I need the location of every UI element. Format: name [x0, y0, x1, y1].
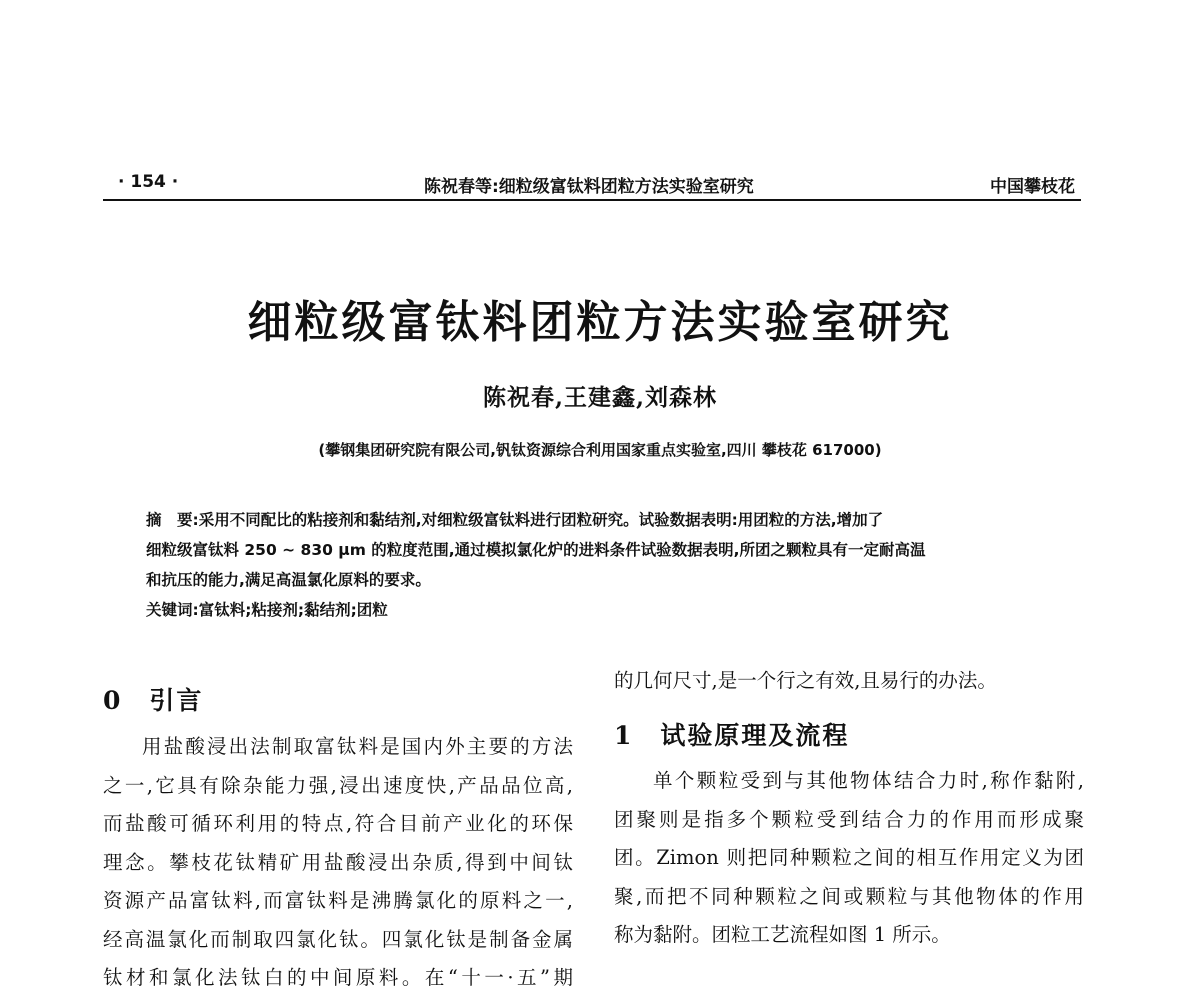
page-number: · 154 ·	[118, 172, 179, 192]
section-0-heading: 0 引言	[103, 686, 204, 715]
affiliation: (攀钢集团研究院有限公司,钒钛资源综合利用国家重点实验室,四川 攀枝花 617000)	[318, 441, 882, 459]
body-line: 团聚则是指多个颗粒受到结合力的作用而形成聚	[614, 807, 1084, 831]
body-line: 经高温氯化而制取四氯化钛。四氯化钛是制备金属	[103, 927, 573, 951]
body-line: 钛材和氯化法钛白的中间原料。在“十一·五”期	[103, 966, 573, 989]
body-line: 称为黏附。团粒工艺流程如图 1 所示。	[614, 923, 951, 946]
paper-authors: 陈祝春,王建鑫,刘森林	[482, 384, 717, 411]
body-line: 的几何尺寸,是一个行之有效,且易行的办法。	[614, 669, 997, 692]
abstract	[146, 505, 1046, 625]
body-line: 用盐酸浸出法制取富钛料是国内外主要的方法	[142, 735, 573, 758]
running-title: 陈祝春等:细粒级富钛料团粒方法实验室研究	[424, 177, 754, 197]
journal-name: 中国攀枝花	[990, 177, 1075, 197]
keywords-label: 关键词:	[146, 601, 199, 619]
abstract-line-3: 和抗压的能力,满足高温氯化原料的要求。	[146, 571, 431, 589]
header-rule	[103, 199, 1081, 201]
keywords-text: 富钛料;粘接剂;黏结剂;团粒	[198, 601, 388, 619]
body-line: 聚,而把不同种颗粒之间或颗粒与其他物体的作用	[614, 884, 1084, 908]
abstract-line-1	[146, 505, 1046, 535]
keywords	[146, 595, 1046, 625]
body-line: 而盐酸可循环利用的特点,符合目前产业化的环保	[103, 812, 573, 835]
body-line: 团。Zimon 则把同种颗粒之间的相互作用定义为团	[614, 846, 1084, 869]
right-column-body	[614, 762, 1084, 955]
abstract-text: 采用不同配比的粘接剂和黏结剂,对细粒级富钛料进行团粒研究。试验数据表明:用团粒的方法,增加了	[198, 511, 884, 529]
section-1-heading: 1 试验原理及流程	[614, 721, 850, 750]
body-line: 之一,它具有除杂能力强,浸出速度快,产品品位高,	[103, 773, 573, 797]
body-line: 单个颗粒受到与其他物体结合力时,称作黏附,	[653, 769, 1084, 792]
abstract-label: 摘 要:	[146, 511, 199, 529]
right-column-continuation	[614, 662, 1084, 701]
abstract-line-2: 细粒级富钛料 250 ~ 830 μm 的粒度范围,通过模拟氯化炉的进料条件试验数据表明,所团之颗粒具有一定耐高温	[146, 541, 926, 559]
body-line: 理念。攀枝花钛精矿用盐酸浸出杂质,得到中间钛	[103, 850, 573, 874]
left-column-body	[103, 728, 573, 998]
body-line: 资源产品富钛料,而富钛料是沸腾氯化的原料之一,	[103, 889, 573, 912]
paper-title: 细粒级富钛料团粒方法实验室研究	[247, 297, 953, 348]
